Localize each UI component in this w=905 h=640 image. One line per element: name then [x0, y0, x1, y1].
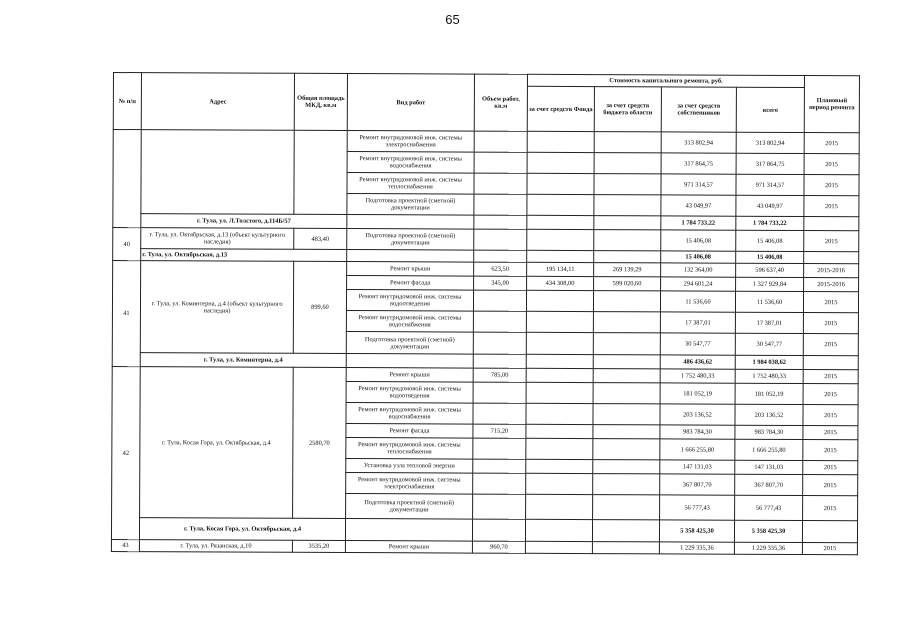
cell-total: 1 666 255,80	[735, 439, 803, 460]
subtotal-total: 15 406,08	[736, 251, 804, 263]
cell-owners: 11 536,60	[660, 291, 735, 312]
cell-fund	[526, 311, 593, 332]
empty-cell	[474, 215, 527, 229]
header-fund: за счет средств Фонда	[527, 86, 594, 131]
cell-total: 30 547,77	[735, 333, 803, 355]
cell-volume	[473, 332, 526, 354]
cell-budget	[593, 425, 660, 439]
cell-owners: 132 364,00	[661, 263, 736, 277]
cell-owners: 56 777,43	[660, 495, 735, 520]
cell-period: 2015	[803, 440, 858, 461]
cell-n: 40	[113, 228, 141, 261]
cell-fund	[527, 131, 594, 152]
cell-fund	[527, 229, 594, 250]
subtotal-label: г. Тула, ул. Коминтерна, д.4	[140, 353, 346, 368]
header-address: Адрес	[141, 73, 294, 131]
cell-fund: 434 308,00	[527, 276, 594, 290]
cell-owners: 181 052,19	[660, 383, 735, 404]
cell-work: Ремонт фасада	[346, 424, 473, 439]
header-area: Общая площадь МКД, кв.м	[294, 73, 347, 130]
cell-area: 899,60	[293, 261, 346, 353]
cell-n	[113, 130, 141, 228]
cell-period: 2015	[803, 496, 858, 521]
cell-area: 483,40	[294, 228, 347, 249]
table-row	[113, 130, 859, 154]
cell-period: 2015	[803, 370, 858, 384]
subtotal-total: 1 984 038,62	[735, 355, 803, 369]
cell-total: 313 802,94	[736, 132, 804, 153]
cell-owners: 1 666 255,80	[660, 439, 735, 460]
capital-repair-table	[111, 72, 860, 555]
cell-fund	[526, 290, 593, 311]
cell-total: 1 752 480,33	[735, 369, 803, 383]
cell-fund	[526, 473, 593, 494]
cell-fund	[526, 368, 593, 382]
header-cost-group: Стоимость капитального ремонта, руб.	[527, 74, 804, 87]
cell-fund	[526, 438, 593, 459]
cell-work: Ремонт внутридомовой инж. системы электроснабжения	[347, 131, 474, 153]
subtotal-owners: 1 784 733,22	[661, 216, 736, 230]
empty-cell	[345, 519, 472, 542]
cell-total: 983 784,30	[735, 425, 803, 439]
cell-budget: 599 020,60	[594, 277, 661, 291]
cell-work: Подготовка проектной (сметной) документации	[347, 194, 474, 216]
cell-area: 2580,70	[293, 367, 347, 518]
cell-owners: 367 807,70	[660, 474, 735, 495]
subtotal-owners: 5 358 425,30	[659, 520, 734, 542]
cell-work: Установка узла тепловой энергии	[346, 459, 473, 474]
empty-cell	[804, 252, 859, 264]
cell-volume	[473, 403, 526, 424]
cell-n: 42	[111, 366, 140, 539]
cell-n: 43	[111, 539, 139, 551]
cell-volume	[474, 173, 527, 194]
cell-owners: 1 229 335,36	[659, 542, 734, 554]
empty-cell	[347, 250, 474, 263]
cell-budget	[593, 383, 660, 404]
empty-cell	[526, 354, 593, 368]
cell-volume	[474, 229, 527, 250]
cell-budget	[593, 369, 660, 383]
cell-period: 2015	[804, 154, 859, 175]
cell-work: Ремонт внутридомовой инж. системы водоснабжения	[346, 311, 473, 333]
cell-fund	[526, 382, 593, 403]
cell-period: 2015	[803, 405, 858, 426]
cell-fund	[526, 424, 593, 438]
cell-work: Ремонт внутридомовой инж. системы теплоснабжения	[346, 438, 473, 460]
cell-budget	[594, 153, 661, 174]
cell-volume: 623,50	[474, 262, 527, 276]
cell-period: 2015	[804, 231, 859, 252]
cell-budget	[593, 333, 660, 355]
cell-budget	[594, 230, 661, 251]
header-owners: за счет средств собственников	[661, 87, 736, 132]
header-volume: Объем работ, кв.м	[474, 74, 527, 131]
cell-volume	[473, 311, 526, 332]
header-period: Плановый период ремонта	[804, 76, 859, 133]
cell-period: 2015	[803, 313, 858, 334]
cell-fund	[526, 494, 593, 519]
cell-total: 971 314,57	[736, 174, 804, 195]
cell-budget	[593, 495, 660, 520]
cell-address: г. Тула, ул. Рязанская, д.10	[139, 540, 292, 553]
cell-volume	[473, 290, 526, 311]
cell-volume	[473, 459, 526, 473]
empty-cell	[527, 215, 594, 229]
cell-fund	[526, 332, 593, 354]
cell-work: Ремонт фасада	[347, 276, 474, 291]
cell-period: 2015	[803, 461, 858, 475]
empty-cell	[527, 250, 594, 262]
cell-volume	[473, 494, 526, 519]
cell-total: 367 807,70	[735, 474, 803, 495]
cell-fund	[527, 152, 594, 173]
cell-work: Ремонт внутридомовой инж. системы водоснабжения	[347, 152, 474, 174]
cell-work: Ремонт внутридомовой инж. системы электроснабжения	[346, 473, 473, 495]
cell-work: Подготовка проектной (сметной) документации	[346, 332, 473, 355]
cell-n: 41	[112, 261, 140, 367]
cell-total: 317 864,75	[736, 153, 804, 174]
cell-total: 181 052,19	[735, 383, 803, 404]
cell-total: 596 637,40	[736, 263, 804, 277]
cell-total: 11 536,60	[735, 291, 803, 312]
empty-cell	[347, 215, 474, 230]
empty-cell	[802, 521, 857, 543]
cell-period: 2015	[803, 475, 858, 496]
cell-volume: 785,00	[473, 368, 526, 382]
empty-cell	[472, 519, 525, 541]
cell-total: 15 406,08	[736, 230, 804, 251]
cell-address	[141, 130, 294, 215]
cell-address: г. Тула, Косая Гора, ул. Октябрьская, д.4	[140, 367, 294, 519]
page-number: 65	[445, 12, 460, 27]
empty-cell	[525, 519, 592, 541]
cell-owners: 147 131,03	[660, 460, 735, 474]
cell-period: 2015-2016	[804, 278, 859, 292]
empty-cell	[594, 216, 661, 230]
cell-owners: 15 406,08	[661, 230, 736, 251]
subtotal-label: г. Тула, ул. Л.Толстого, д.114Б/57	[141, 214, 347, 229]
cell-owners: 317 864,75	[661, 153, 736, 174]
header-n: № п/п	[113, 73, 141, 130]
cell-work: Подготовка проектной (сметной) документации	[346, 494, 473, 520]
cell-fund: 195 134,11	[527, 262, 594, 276]
cell-work: Ремонт крыши	[347, 262, 474, 277]
cell-owners: 971 314,57	[661, 174, 736, 195]
cell-volume	[474, 152, 527, 173]
cell-owners: 294 601,24	[661, 277, 736, 291]
empty-cell	[346, 354, 473, 369]
subtotal-total: 1 784 733,22	[736, 216, 804, 230]
cell-work: Ремонт крыши	[346, 368, 473, 383]
cell-volume	[473, 473, 526, 494]
cell-budget	[592, 542, 659, 554]
cell-fund	[527, 173, 594, 194]
cell-budget	[594, 174, 661, 195]
cell-budget	[593, 460, 660, 474]
cell-period: 2015	[804, 133, 859, 154]
cell-fund	[526, 403, 593, 424]
header-work-type: Вид работ	[347, 74, 474, 132]
cell-work: Ремонт внутридомовой инж. системы водоотведения	[346, 290, 473, 312]
cell-work: Ремонт крыши	[345, 541, 472, 554]
cell-total: 147 131,03	[735, 460, 803, 474]
cell-work: Подготовка проектной (сметной) документации	[347, 229, 474, 251]
cell-address: г. Тула, ул. Октябрьская, д.13 (объект культурного наследия)	[141, 228, 294, 250]
subtotal-total: 5 358 425,30	[734, 520, 802, 542]
cell-budget	[593, 439, 660, 460]
cell-budget	[593, 291, 660, 312]
cell-area: 3535,20	[292, 540, 345, 552]
empty-cell	[804, 217, 859, 231]
cell-fund	[525, 541, 592, 553]
cell-budget: 269 139,29	[594, 263, 661, 277]
cell-volume: 715,20	[473, 424, 526, 438]
cell-total: 1 327 929,84	[736, 277, 804, 291]
cell-owners: 983 784,30	[660, 425, 735, 439]
header-region-budget: за счет средств бюджета области	[594, 87, 661, 132]
cell-volume	[473, 438, 526, 459]
cell-address: г. Тула, ул. Коминтерна, д.4 (объект культурного наследия)	[140, 261, 293, 354]
cell-owners: 203 136,52	[660, 404, 735, 425]
cell-total: 56 777,43	[735, 495, 803, 520]
subtotal-owners: 15 406,08	[661, 251, 736, 263]
empty-cell	[594, 251, 661, 263]
cell-period: 2015	[802, 543, 857, 555]
cell-total: 17 387,01	[735, 312, 803, 333]
cell-total: 43 049,97	[736, 195, 804, 216]
header-total: всего	[736, 87, 804, 132]
cell-period: 2015	[804, 196, 859, 217]
cell-work: Ремонт внутридомовой инж. системы теплоснабжения	[347, 173, 474, 195]
cell-work: Ремонт внутридомовой инж. системы водоотведения	[346, 382, 473, 404]
cell-owners: 1 752 480,33	[660, 369, 735, 383]
cell-budget	[594, 195, 661, 216]
cell-volume: 345,00	[474, 276, 527, 290]
empty-cell	[803, 356, 858, 370]
table-row	[111, 539, 857, 554]
cell-volume	[474, 131, 527, 152]
cell-budget	[593, 474, 660, 495]
cell-total: 1 229 335,36	[734, 542, 802, 554]
subtotal-label: г. Тула, Косая Гора, ул. Октябрьская, д.4	[139, 518, 345, 541]
empty-cell	[474, 250, 527, 262]
cell-budget	[594, 132, 661, 153]
empty-cell	[592, 520, 659, 542]
subtotal-row	[111, 517, 857, 542]
cell-budget	[593, 312, 660, 333]
cell-period: 2015-2016	[804, 264, 859, 278]
cell-period: 2015	[804, 175, 859, 196]
cell-owners: 43 049,97	[661, 195, 736, 216]
empty-cell	[473, 354, 526, 368]
empty-cell	[593, 355, 660, 369]
cell-volume: 960,70	[472, 541, 525, 553]
cell-period: 2015	[803, 426, 858, 440]
cell-fund	[526, 459, 593, 473]
cell-owners: 30 547,77	[660, 333, 735, 355]
cell-period: 2015	[803, 384, 858, 405]
cell-work: Ремонт внутридомовой инж. системы водоснабжения	[346, 403, 473, 425]
cell-fund	[527, 194, 594, 215]
cell-owners: 17 387,01	[660, 312, 735, 333]
cell-owners: 313 802,94	[661, 132, 736, 153]
cell-volume	[473, 382, 526, 403]
cell-volume	[474, 194, 527, 215]
subtotal-owners: 486 436,62	[660, 355, 735, 369]
subtotal-label: г. Тула, ул. Октябрьская, д.13	[141, 249, 347, 262]
cell-total: 203 136,52	[735, 404, 803, 425]
cell-period: 2015	[803, 292, 858, 313]
cell-budget	[593, 404, 660, 425]
cell-period: 2015	[803, 334, 858, 356]
cell-area	[294, 130, 347, 214]
